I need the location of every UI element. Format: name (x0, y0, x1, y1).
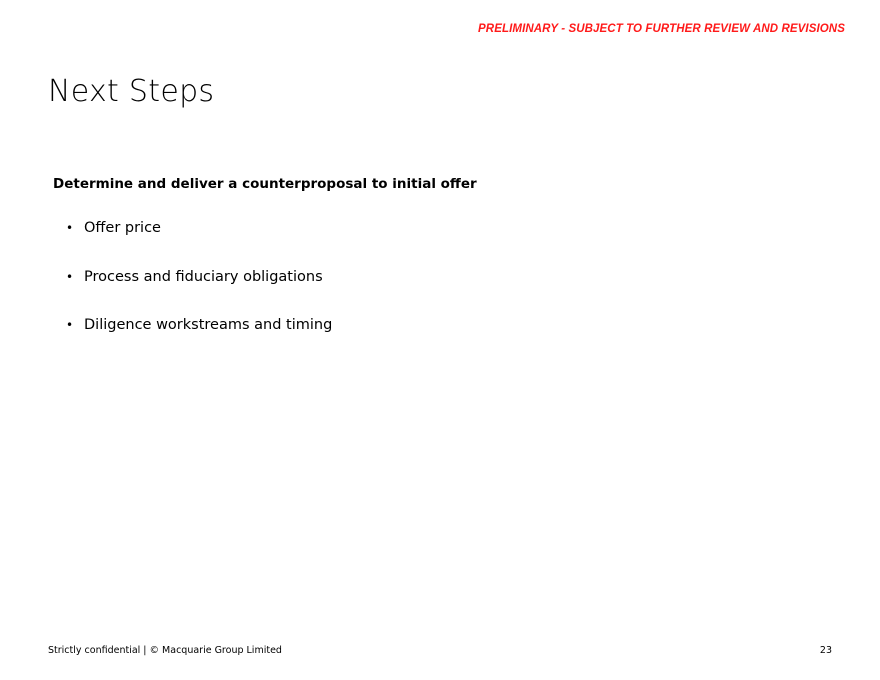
bullet-icon: • (66, 269, 74, 284)
bullet-text: Diligence workstreams and timing (84, 317, 333, 333)
bullet-icon: • (66, 318, 74, 332)
bullet-text: Process and fiduciary obligations (84, 268, 323, 285)
section-heading: Determine and deliver a counterproposal to initial offer (53, 176, 477, 192)
bullet-text: Offer price (84, 220, 161, 236)
bullet-item-process-fiduciary (66, 267, 332, 316)
bullet-item-offer-price (66, 218, 332, 267)
bullet-item-diligence (66, 315, 332, 364)
preliminary-banner: PRELIMINARY - SUBJECT TO FURTHER REVIEW AND REVISIONS (478, 23, 845, 35)
footer-confidentiality: Strictly confidential | © Macquarie Group Limited (48, 645, 282, 656)
page-title: Next Steps (48, 74, 215, 109)
bullet-list (66, 218, 332, 364)
bullet-icon: • (66, 221, 74, 235)
page-number: 23 (819, 645, 832, 656)
